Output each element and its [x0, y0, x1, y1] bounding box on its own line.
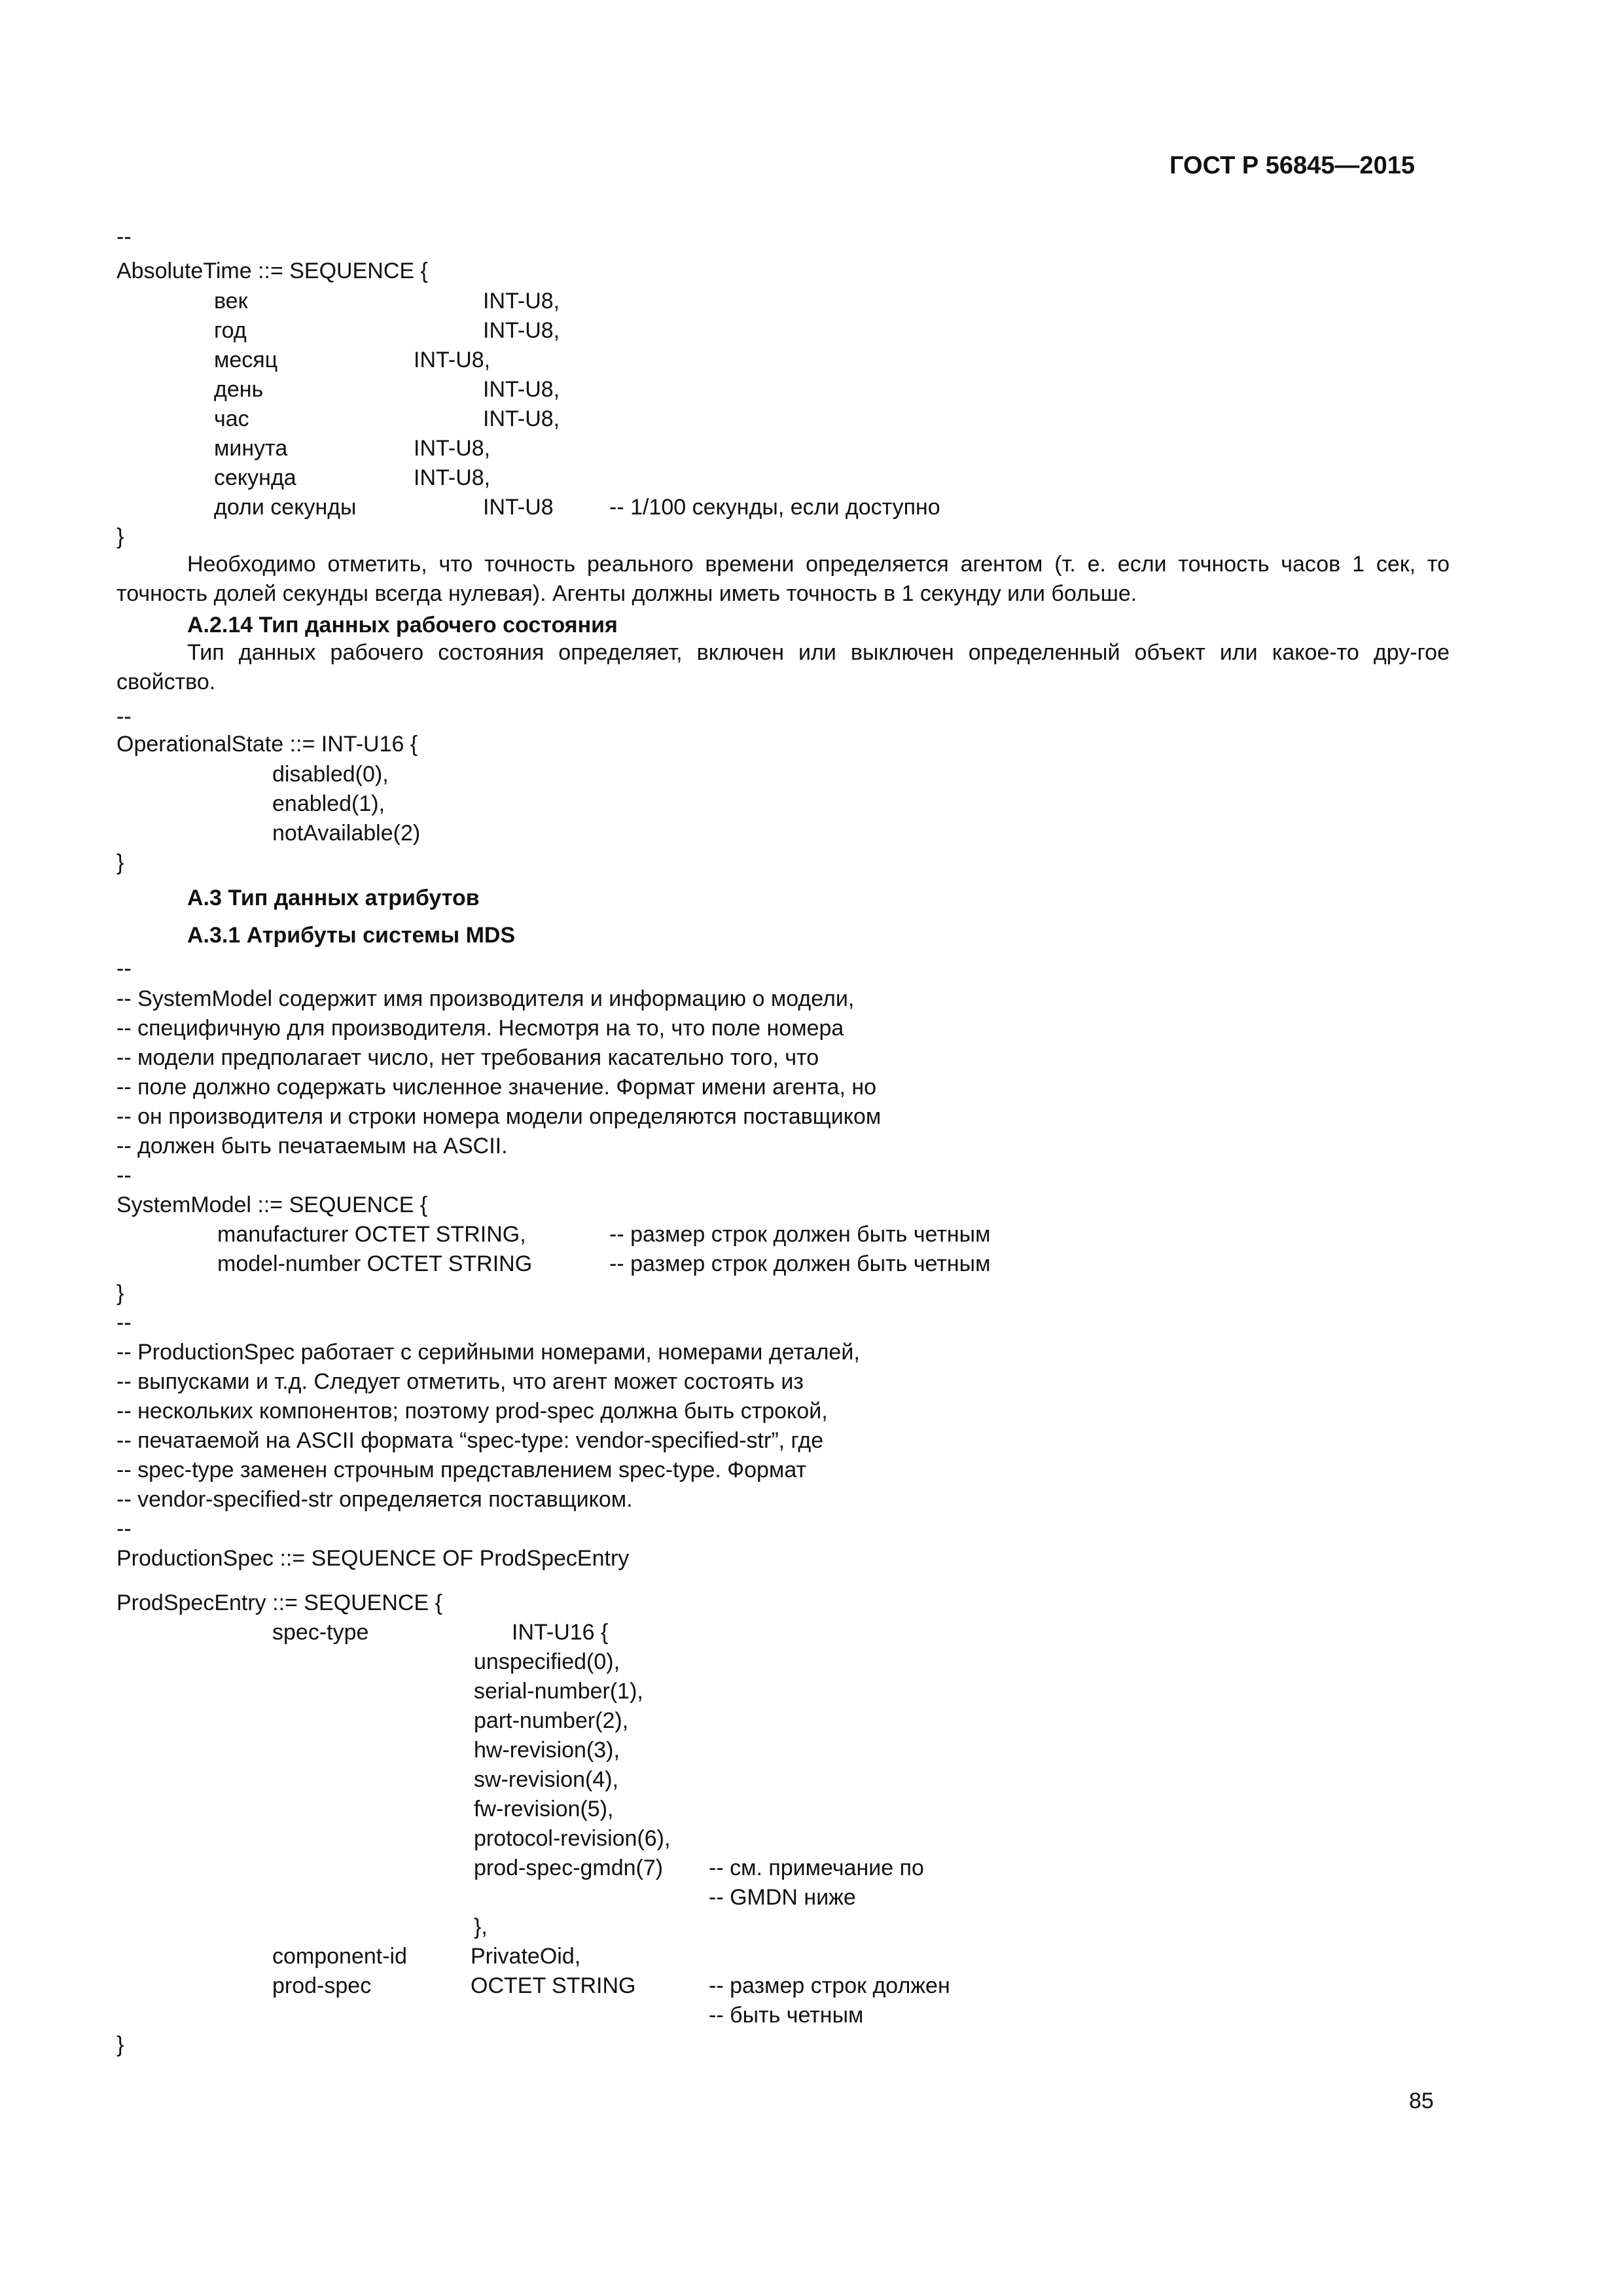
code-comment: -- spec-type заменен строчным представлением spec-type. Формат	[116, 1458, 807, 1482]
closing-brace: }	[116, 1281, 124, 1306]
enum-value: prod-spec-gmdn(7)	[474, 1856, 664, 1880]
code-comment: -- ProductionSpec работает с серийными номерами, номерами деталей,	[116, 1340, 860, 1365]
field-name: век	[214, 289, 248, 314]
enum-close: },	[474, 1914, 488, 1939]
field-comment: -- размер строк должен быть четным	[609, 1222, 991, 1247]
field-name: component-id	[272, 1944, 408, 1969]
field-name: день	[214, 377, 264, 402]
field-name: prod-spec	[272, 1973, 372, 1998]
code-comment: --	[116, 224, 132, 249]
field-type: PrivateOid,	[471, 1944, 581, 1969]
field-type: INT-U8,	[414, 348, 491, 372]
enum-value: disabled(0),	[272, 762, 389, 787]
code-comment: --	[116, 704, 132, 729]
enum-value: notAvailable(2)	[272, 821, 421, 846]
page-number: 85	[1409, 2089, 1434, 2113]
field-comment: -- GMDN ниже	[709, 1885, 856, 1910]
code-comment: --	[116, 1163, 132, 1188]
field-type: INT-U16 {	[512, 1620, 609, 1645]
enum-value: serial-number(1),	[474, 1679, 643, 1704]
document-header: ГОСТ Р 56845—2015	[1169, 152, 1415, 179]
absolute-time-decl: AbsoluteTime ::= SEQUENCE {	[116, 259, 428, 283]
section-heading: А.3.1 Атрибуты системы MDS	[187, 923, 516, 948]
code-comment: -- печатаемой на ASCII формата “spec-type: vendor-specified-str”, где	[116, 1428, 824, 1453]
field-type: INT-U8,	[483, 377, 560, 402]
field-type: INT-U8,	[483, 406, 560, 431]
code-comment: -- SystemModel содержит имя производителя и информацию о модели,	[116, 986, 855, 1011]
section-heading: А.3 Тип данных атрибутов	[187, 886, 480, 910]
enum-value: fw-revision(5),	[474, 1797, 614, 1821]
code-comment: -- поле должно содержать численное значение. Формат имени агента, но	[116, 1075, 877, 1100]
field-name: spec-type	[272, 1620, 369, 1645]
code-comment: --	[116, 1310, 132, 1335]
enum-value: hw-revision(3),	[474, 1738, 620, 1763]
code-comment: -- должен быть печатаемым на ASCII.	[116, 1134, 508, 1158]
field-name: доли секунды	[214, 495, 357, 520]
field-type: INT-U8,	[483, 289, 560, 314]
field-comment: -- быть четным	[709, 2003, 864, 2028]
closing-brace: }	[116, 2032, 124, 2057]
prod-spec-entry-decl: ProdSpecEntry ::= SEQUENCE {	[116, 1590, 442, 1615]
code-comment: --	[116, 1516, 132, 1541]
field-name: час	[214, 406, 249, 431]
closing-brace: }	[116, 524, 124, 549]
code-comment: -- vendor-specified-str определяется поставщиком.	[116, 1487, 633, 1512]
operational-state-decl: OperationalState ::= INT-U16 {	[116, 732, 418, 757]
section-heading: А.2.14 Тип данных рабочего состояния	[187, 613, 618, 637]
field-comment: -- см. примечание по	[709, 1856, 924, 1880]
section-paragraph: Тип данных рабочего состояния определяет, включен или выключен определенный объект или какое-то дру-гое свойство.	[116, 640, 1450, 695]
closing-brace: }	[116, 850, 124, 875]
field-name: секунда	[214, 465, 296, 490]
production-spec-decl: ProductionSpec ::= SEQUENCE OF ProdSpecEntry	[116, 1546, 630, 1571]
field-type: INT-U8,	[483, 318, 560, 343]
field-def: manufacturer OCTET STRING,	[217, 1222, 526, 1247]
code-comment: --	[116, 956, 132, 981]
enum-value: unspecified(0),	[474, 1649, 620, 1674]
code-comment: -- выпусками и т.д. Следует отметить, что агент может состоять из	[116, 1369, 804, 1394]
field-name: год	[214, 318, 247, 343]
field-comment: -- 1/100 секунды, если доступно	[609, 495, 940, 520]
field-name: минута	[214, 436, 288, 461]
field-type: OCTET STRING	[471, 1973, 636, 1998]
field-type: INT-U8,	[414, 465, 491, 490]
field-def: model-number OCTET STRING	[217, 1251, 533, 1276]
note-paragraph: Необходимо отметить, что точность реального времени определяется агентом (т. е. если точность часов 1 сек, то точность долей секунды всегда нулевая). Агенты должны иметь точность в 1 секунду или больше.	[116, 552, 1450, 607]
code-comment: -- модели предполагает число, нет требования касательно того, что	[116, 1045, 819, 1070]
enum-value: protocol-revision(6),	[474, 1826, 671, 1851]
field-comment: -- размер строк должен	[709, 1973, 950, 1998]
system-model-decl: SystemModel ::= SEQUENCE {	[116, 1193, 428, 1217]
field-type: INT-U8,	[414, 436, 491, 461]
enum-value: part-number(2),	[474, 1708, 629, 1733]
code-comment: -- он производителя и строки номера модели определяются поставщиком	[116, 1104, 882, 1129]
field-name: месяц	[214, 348, 278, 372]
enum-value: sw-revision(4),	[474, 1767, 619, 1792]
code-comment: -- нескольких компонентов; поэтому prod-spec должна быть строкой,	[116, 1399, 828, 1424]
field-comment: -- размер строк должен быть четным	[609, 1251, 991, 1276]
field-type: INT-U8	[483, 495, 554, 520]
enum-value: enabled(1),	[272, 791, 385, 816]
code-comment: -- специфичную для производителя. Несмотря на то, что поле номера	[116, 1016, 844, 1041]
